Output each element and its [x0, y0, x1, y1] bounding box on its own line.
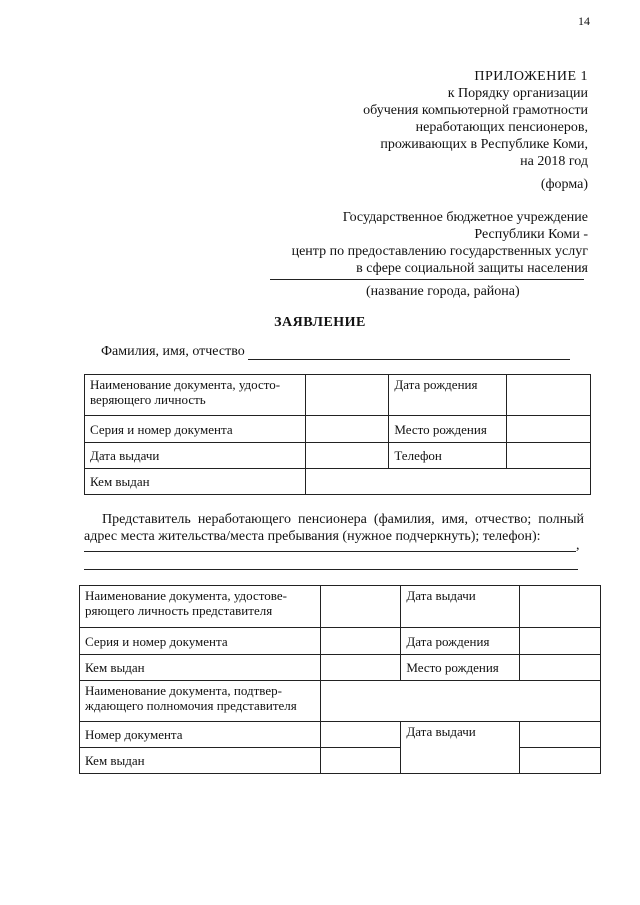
- appendix-line: на 2018 год: [520, 154, 588, 169]
- appendix-line: проживающих в Республике Коми,: [380, 137, 588, 152]
- institution-line: Республики Коми -: [474, 227, 588, 242]
- rep-issued-by2-label: Кем выдан: [80, 748, 321, 774]
- pensioner-doc-name-label: Наименование документа, удосто- веряющего личность: [85, 375, 306, 416]
- rep-birth-date-label: Дата рождения: [401, 628, 520, 655]
- city-fill-line[interactable]: [270, 279, 584, 280]
- pensioner-doc-name-field[interactable]: [305, 375, 389, 416]
- rep-doc-series-field[interactable]: [320, 628, 401, 655]
- rep-birth-date-field[interactable]: [520, 628, 601, 655]
- appendix-title: ПРИЛОЖЕНИЕ 1: [474, 69, 588, 84]
- institution-block: [292, 209, 588, 277]
- fio-fill-line[interactable]: [248, 359, 570, 360]
- appendix-line: к Порядку организации: [447, 86, 588, 101]
- rep-issued-by-field[interactable]: [320, 655, 401, 681]
- rep-birth-place-label: Место рождения: [401, 655, 520, 681]
- rep-birth-place-field[interactable]: [520, 655, 601, 681]
- rep-issued-by-label: Кем выдан: [80, 655, 321, 681]
- representative-line-comma: ,: [576, 538, 580, 553]
- rep-doc-number-field[interactable]: [320, 722, 401, 748]
- pensioner-doc-series-field[interactable]: [305, 416, 389, 443]
- appendix-line: обучения компьютерной грамотности: [363, 103, 588, 118]
- institution-line: центр по предоставлению государственных услуг: [291, 244, 588, 259]
- pensioner-table: [84, 374, 591, 495]
- fio-label: Фамилия, имя, отчество: [101, 344, 245, 359]
- institution-line: в сфере социальной защиты населения: [356, 261, 588, 276]
- rep-authority-doc-label: Наименование документа, подтвер- ждающего полномочия представителя: [80, 681, 321, 722]
- rep-doc-number-label: Номер документа: [80, 722, 321, 748]
- document-title: ЗАЯВЛЕНИЕ: [274, 315, 366, 330]
- rep-issue-date-field[interactable]: [520, 586, 601, 628]
- pensioner-birth-date-field[interactable]: [507, 375, 591, 416]
- pensioner-doc-series-label: Серия и номер документа: [85, 416, 306, 443]
- pensioner-birth-date-label: Дата рождения: [389, 375, 507, 416]
- page-number: 14: [578, 14, 590, 28]
- rep-issue-date2-field-lower[interactable]: [520, 748, 601, 774]
- appendix-line: неработающих пенсионеров,: [415, 120, 588, 135]
- institution-line: Государственное бюджетное учреждение: [342, 210, 588, 225]
- rep-issue-date2-field[interactable]: [520, 722, 601, 748]
- form-note: (форма): [540, 177, 588, 192]
- pensioner-issued-by-label: Кем выдан: [85, 469, 306, 495]
- pensioner-issued-by-field[interactable]: [305, 469, 590, 495]
- pensioner-phone-field[interactable]: [507, 443, 591, 469]
- city-caption: (название города, района): [366, 284, 520, 299]
- pensioner-birth-place-field[interactable]: [507, 416, 591, 443]
- representative-fill-line[interactable]: [84, 551, 576, 552]
- representative-table: [79, 585, 601, 774]
- rep-issued-by2-field[interactable]: [320, 748, 401, 774]
- rep-doc-name-label: Наименование документа, удостове- ряющего личность представителя: [80, 586, 321, 628]
- rep-doc-name-field[interactable]: [320, 586, 401, 628]
- pensioner-issue-date-label: Дата выдачи: [85, 443, 306, 469]
- rep-issue-date-label: Дата выдачи: [401, 586, 520, 628]
- appendix-header: [363, 68, 588, 170]
- representative-text: Представитель неработающего пенсионера (фамилия, имя, отчество; полный адрес места жительства/места пребывания (нужное подчеркнуть); телефон):: [84, 512, 584, 544]
- pensioner-issue-date-field[interactable]: [305, 443, 389, 469]
- pensioner-birth-place-label: Место рождения: [389, 416, 507, 443]
- rep-issue-date2-label: Дата выдачи: [401, 722, 520, 774]
- rep-doc-series-label: Серия и номер документа: [80, 628, 321, 655]
- pensioner-phone-label: Телефон: [389, 443, 507, 469]
- rep-authority-doc-field[interactable]: [320, 681, 600, 722]
- representative-fill-line[interactable]: [84, 569, 578, 570]
